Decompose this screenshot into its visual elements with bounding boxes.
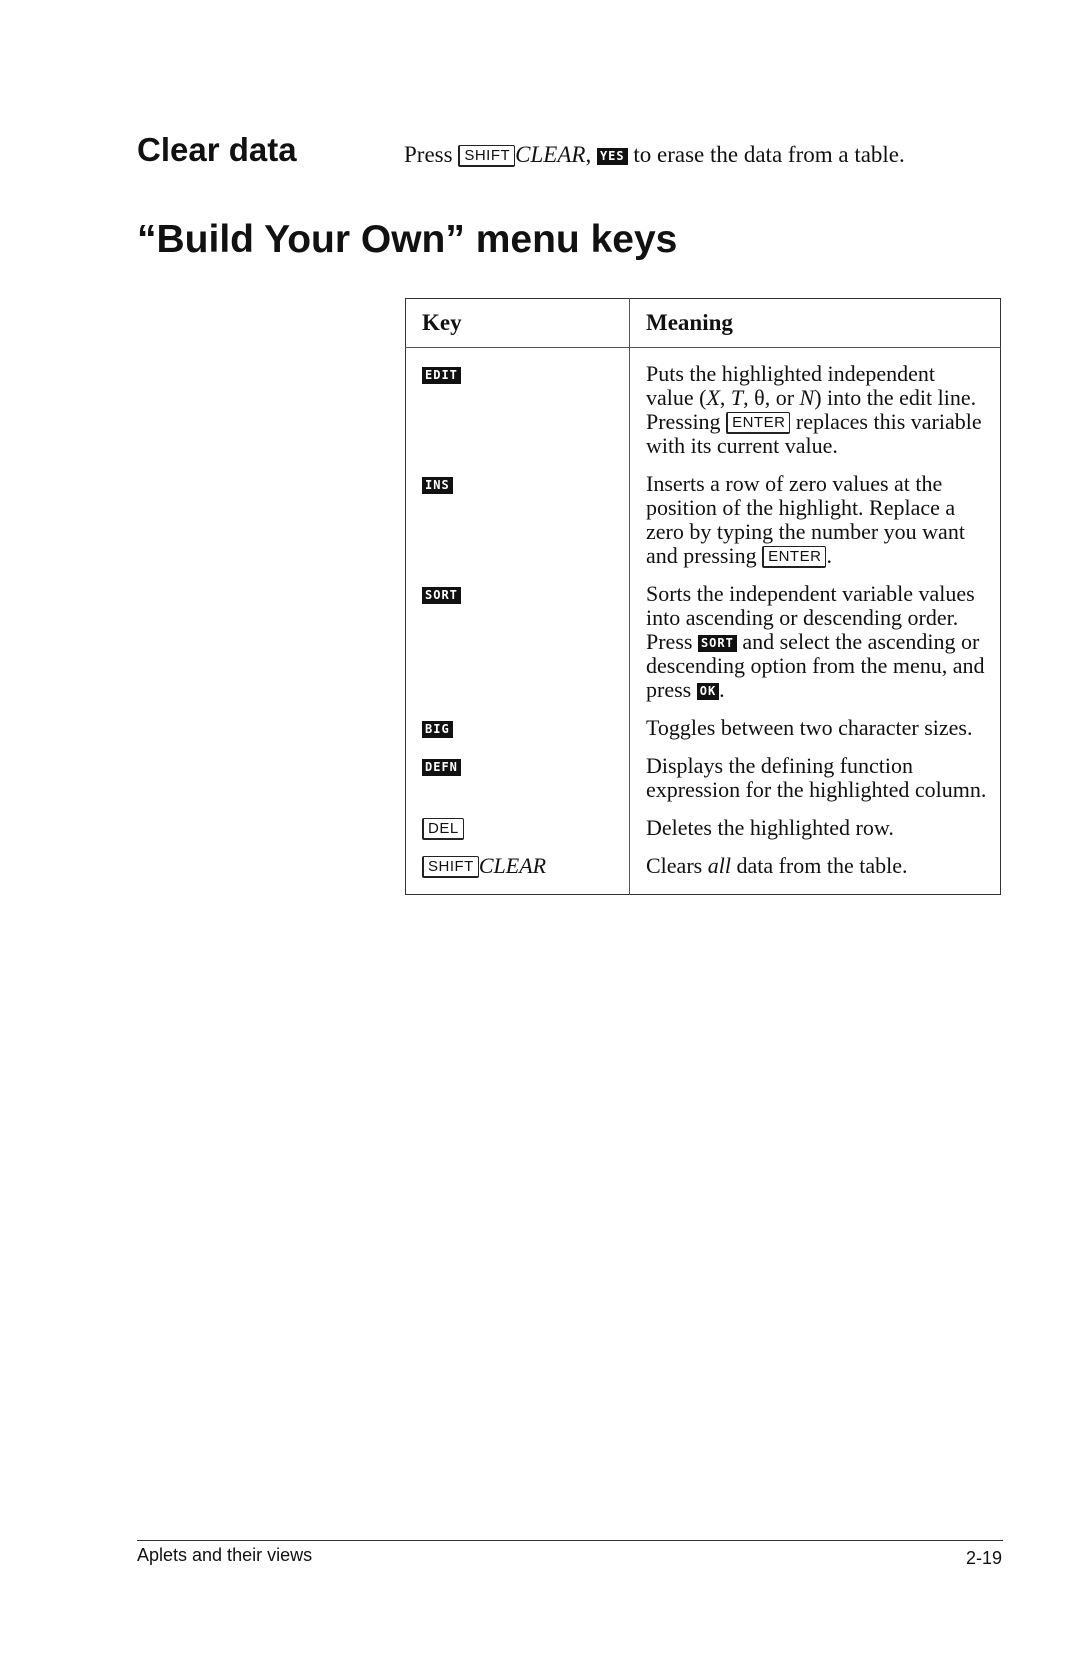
- emphasis-all: all: [707, 853, 731, 878]
- meaning-text: Sorts the independent variable values into ascending or descending order. Press: [646, 581, 975, 654]
- sort-softkey-inline: SORT: [698, 635, 737, 652]
- meaning-text: replaces this variable with its current value.: [646, 409, 982, 458]
- footer-rule: [137, 1540, 1003, 1541]
- shift-key: SHIFT: [422, 856, 479, 878]
- key-column-header: Key: [406, 299, 630, 348]
- key-cell: [406, 702, 630, 740]
- meaning-cell: [630, 348, 1001, 459]
- table-row: [406, 802, 1001, 840]
- table-row: [406, 458, 1001, 568]
- sort-softkey: SORT: [422, 587, 461, 604]
- meaning-text: Puts the highlighted independent value (: [646, 361, 936, 410]
- key-cell: [406, 568, 630, 702]
- menu-keys-heading: “Build Your Own” menu keys: [137, 218, 678, 261]
- menu-keys-table: [405, 298, 1001, 895]
- yes-softkey: YES: [597, 148, 628, 165]
- ok-softkey: OK: [697, 683, 719, 700]
- table-row: [406, 702, 1001, 740]
- meaning-text: and select the ascending or descending option from the menu, and press: [646, 629, 985, 702]
- key-cell: [406, 802, 630, 840]
- edit-softkey: EDIT: [422, 367, 461, 384]
- del-key: DEL: [422, 818, 464, 840]
- meaning-cell: [630, 568, 1001, 702]
- table-row: [406, 348, 1001, 459]
- defn-softkey: DEFN: [422, 759, 461, 776]
- key-cell: [406, 740, 630, 802]
- meaning-column-header: Meaning: [630, 299, 1001, 348]
- meaning-text: Inserts a row of zero values at the position of the highlight. Replace a zero by typing the number you want and pressing: [646, 471, 965, 568]
- clear-word: CLEAR: [478, 853, 547, 878]
- var-n: N: [799, 385, 815, 410]
- enter-key: ENTER: [726, 412, 790, 434]
- key-cell: [406, 458, 630, 568]
- meaning-text: , θ, or: [743, 385, 800, 410]
- meaning-text: data from the table.: [736, 853, 908, 878]
- meaning-text: Clears: [646, 853, 703, 878]
- meaning-cell: Toggles between two character sizes.: [646, 715, 973, 740]
- press-text: Press: [404, 142, 453, 167]
- page-number: 2-19: [965, 1548, 1002, 1568]
- meaning-cell: [630, 840, 1001, 895]
- meaning-text: .: [719, 677, 725, 702]
- meaning-cell: [630, 458, 1001, 568]
- table-header-row: [406, 299, 1001, 348]
- meaning-cell: Deletes the highlighted row.: [646, 815, 894, 840]
- enter-key: ENTER: [762, 546, 826, 568]
- clear-tail-text: to erase the data from a table.: [633, 142, 905, 167]
- var-t: T: [730, 385, 744, 410]
- clear-data-instruction: Press SHIFT CLEAR, YES to erase the data from a table.: [404, 142, 905, 167]
- table-row: [406, 740, 1001, 802]
- key-cell: [406, 348, 630, 459]
- meaning-text: ) into the edit line. Pressing: [646, 385, 977, 434]
- table-row: [406, 568, 1001, 702]
- clear-word: CLEAR: [515, 142, 586, 167]
- clear-data-heading: Clear data: [137, 131, 297, 168]
- shift-key: SHIFT: [458, 145, 515, 167]
- big-softkey: BIG: [422, 721, 453, 738]
- meaning-cell: Displays the defining function expression for the highlighted column.: [646, 753, 987, 802]
- var-x: X: [706, 385, 720, 410]
- meaning-text: .: [826, 543, 832, 568]
- footer-section-title: Aplets and their views: [137, 1545, 313, 1565]
- table-row: [406, 840, 1001, 895]
- meaning-text: ,: [719, 385, 731, 410]
- ins-softkey: INS: [422, 477, 453, 494]
- key-cell: [406, 840, 630, 895]
